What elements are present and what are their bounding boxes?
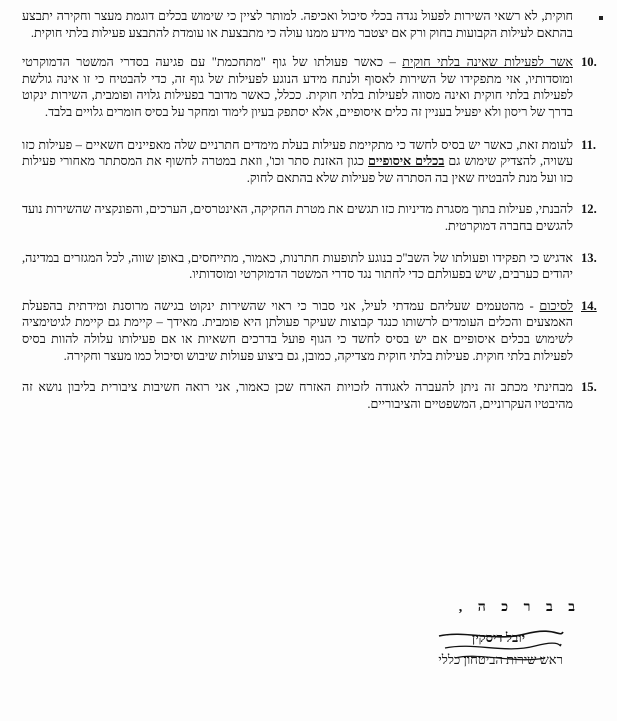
handwritten-signature [435,628,565,668]
paragraph-number: 12. [581,202,597,217]
paragraph-text: לעומת זאת, כאשר יש בסיס לחשד כי מתקיימת פעילות בעלת מימדים חתרניים שלה מאפיינים חשאיים – פעילות כזו עשויה, להצדיק שימוש גם [22,137,573,169]
paragraph-11 [22,137,597,187]
underlined-phrase: לסיכום [539,298,573,313]
paragraph-10 [22,54,597,120]
paragraph-text: אדגיש כי תפקידו ופעולתו של השב"כ בנוגע לתופעות חתרנות, כאמור, מתייחסים, באופן שווה, לכל המגזרים במדינה, יהודים כערבים, שיש בפעולתם כדי לחתור נגד סדרי המשטר הדמוקרטי ומוסדותיו. [22,250,573,282]
paragraph-text: כגון האזנת סתר וכו', וזאת במטרה לחשוף את המסתתר מאחורי פעילות כזו ועל מנת להבטיח שאין בה הסתרה של פעילות שלא בהתאם לחוק. [22,154,573,185]
paragraph-15 [22,379,597,412]
paragraph-text: להבנתי, פעילות בתוך מסגרת מדיניות כזו תגשים את מטרת החקיקה, האינטרסים, הערכים, והפונקציה שהשירות נועד להגשים בחברה דמוקרטית. [22,202,573,233]
underlined-phrase: בכלים איסופיים [368,154,445,169]
paragraph-text: מבחינתי מכתב זה ניתן להעברה לאגודה לזכויות האזרח שכן כאמור, אני רואה חשיבות ציבורית בליבון נושא זה מהיבטיו העקרוניים, המשפטיים והציבוריים. [22,380,573,411]
closing-blessing: ב ב ר כ ה , [458,600,581,615]
signer-title: ראש שירות הביטחון כללי [438,652,563,667]
underlined-phrase: אשר לפעילות שאינה בלתי חוקית [402,55,573,70]
paragraph-text: – כאשר פעולתו של גוף "מתחכמת" עם פגיעה בסדרי המשטר הדמוקרטי ומוסדותיו, אזי מתפקידו של השירות לאסוף ולנתח מידע הנוגע לפעילות של גוף זה, כדי להבטיח כי זו אינה גולשת לפעילות בלתי חוקית ואינה מסווה לפעילות בלתי חוקית. ככלל, כאשר מדובר בפעילות גלויה ופומבית, השירות ינקוט בדרך של ריסון ולא יפעיל בעניין זה כלים איסופיים, אלא יסתפק בעיון לימוד ומחקר על בסיס חומרים גלויים בלבד. [22,55,573,119]
paragraph-12 [22,201,597,234]
paragraph-14 [22,298,597,364]
paragraph-text: - מהטעמים שעליהם עמדתי לעיל, אני סבור כי ראוי שהשירות ינקוט בגישה מרוסנת ומידתית בהפעלת האמצעים והכלים העומדים לרשותו כנגד קבוצות שעיקר פעולתן היא פומבית. מאידך – קיימת גם קיימת לגיטימציה לשימוש בכלים איסופיים אם יש בסיס לחשד כי הגוף פועל בדרכים חשאיות או אם פעילותו עלולה להוות בסיס לפעילות בלתי חוקית. פעילות בלתי חוקית מצדיקה, כמובן, גם ביצוע פעולות שיבוש וסיכול כמו מעצר וחקירה. [22,298,573,363]
paragraph-number: 14. [581,298,597,313]
signer-name: יובל דיסקין [471,630,525,645]
paragraph-number: 10. [581,55,597,70]
paragraph-number: 11. [581,137,597,152]
paragraph-number: 15. [581,380,597,395]
paragraph-13 [22,250,597,283]
intro-paragraph: חוקית, לא רשאי השירות לפעול נגדה בכלי סיכול ואכיפה. למותר לציין כי שימוש בכלים דוגמת מעצר וחקירה יתבצע בהתאם לעילות הקבועות בחוק ורק אם יצטבר מידע ממנו עולה כי מתבצעת או עומדת להתבצע פעילות בלתי חוקית. [22,9,573,40]
paragraph-number: 13. [581,250,597,265]
letter-body [22,8,597,412]
scan-mark [599,16,603,20]
